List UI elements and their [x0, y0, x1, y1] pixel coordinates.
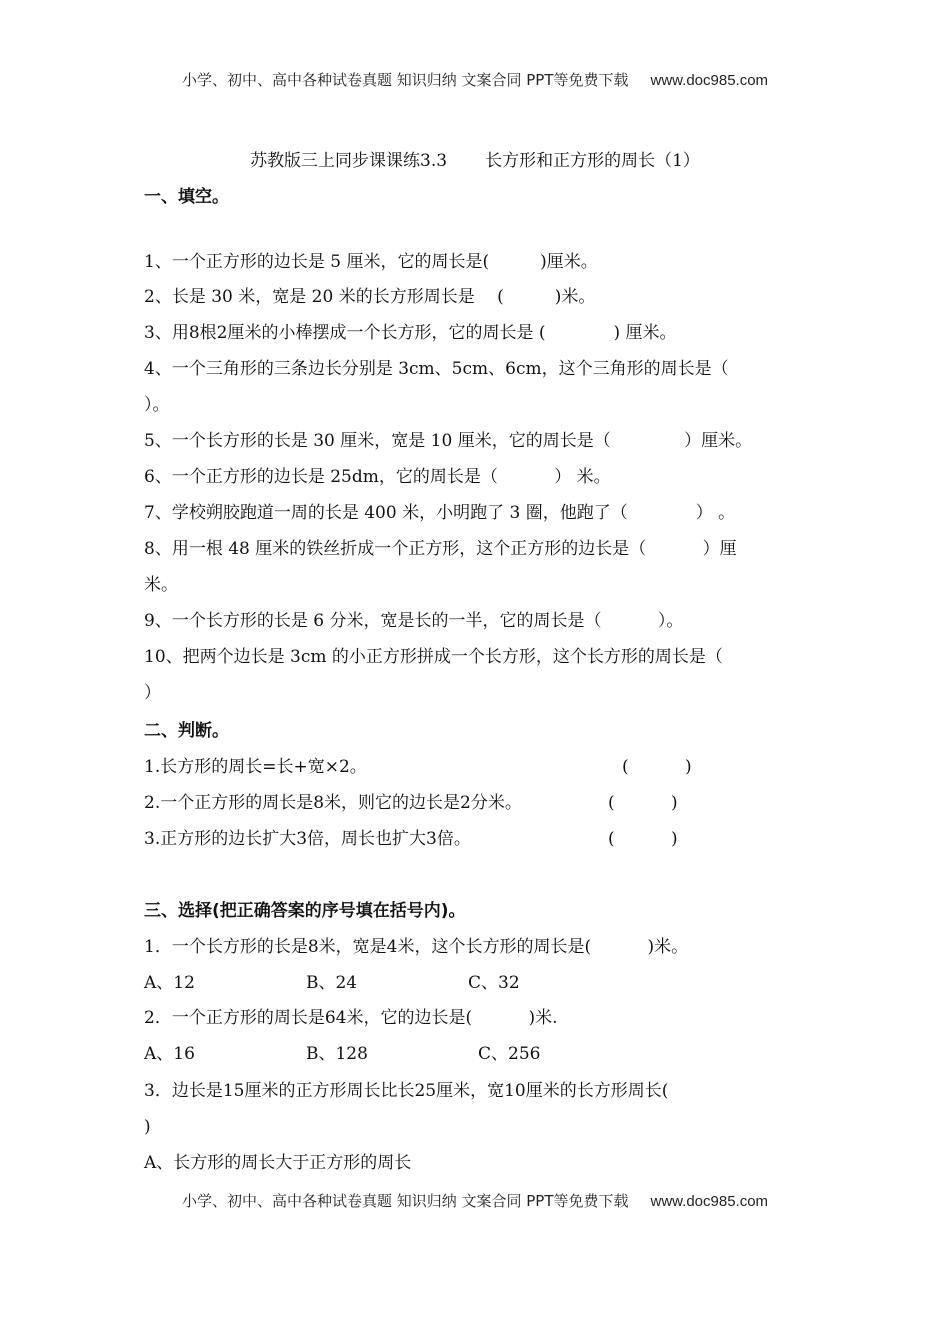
fill-question-1: 1、一个正方形的边长是 5 厘米，它的周长是( )厘米。 — [144, 252, 598, 272]
judge-question-3 — [144, 828, 814, 850]
section1-heading: 一、填空。 — [144, 187, 229, 207]
choice-2-option-a: A、16 — [144, 1044, 195, 1064]
choice-2-option-b: B、128 — [306, 1044, 368, 1064]
fill-question-7: 7、学校朔胶跑道一周的长是 400 米，小明跑了 3 圈，他跑了（ ） 。 — [144, 503, 736, 523]
judge-question-1-text: 1.长方形的周长=长+宽×2。 — [144, 757, 367, 777]
footer-banner — [0, 1190, 950, 1211]
choice-3-option-a: A、长方形的周长大于正方形的周长 — [144, 1153, 412, 1173]
section2-heading: 二、判断。 — [144, 721, 229, 741]
title-right: 长方形和正方形的周长（1） — [485, 151, 700, 171]
choice-question-3-cont: ) — [144, 1117, 151, 1137]
fill-question-2: 2、长是 30 米，宽是 20 米的长方形周长是 ( )米。 — [144, 287, 596, 307]
judge-question-2-text: 2.一个正方形的周长是8米，则它的边长是2分米。 — [144, 793, 522, 813]
header-banner — [0, 69, 950, 90]
judge-answer-2: ( ) — [608, 793, 678, 813]
footer-banner-text: 小学、初中、高中各种试卷真题 知识归纳 文案合同 PPT等免费下载 — [181, 1192, 629, 1210]
choice-1-option-a: A、12 — [144, 973, 195, 993]
fill-question-8: 8、用一根 48 厘米的铁丝折成一个正方形，这个正方形的边长是（ ）厘 — [144, 539, 737, 559]
fill-question-8-cont: 米。 — [144, 575, 178, 595]
fill-question-4: 4、一个三角形的三条边长分别是 3cm、5cm、6cm，这个三角形的周长是（ — [144, 359, 729, 379]
judge-answer-3: ( ) — [608, 829, 678, 849]
choice-question-2: 2．一个正方形的周长是64米，它的边长是( )米. — [144, 1008, 558, 1028]
page-title — [0, 146, 950, 171]
choice-2-option-c: C、256 — [478, 1044, 541, 1064]
fill-question-9: 9、一个长方形的长是 6 分米，宽是长的一半，它的周长是（ ）。 — [144, 611, 684, 631]
banner-site-link[interactable]: www.doc985.com — [650, 72, 769, 89]
fill-question-10: 10、把两个边长是 3cm 的小正方形拼成一个长方形，这个长方形的周长是（ — [144, 647, 723, 667]
choice-1-option-c: C、32 — [468, 973, 520, 993]
footer-site-link[interactable]: www.doc985.com — [650, 1193, 769, 1210]
fill-question-3: 3、用8根2厘米的小棒摆成一个长方形，它的周长是 ( ) 厘米。 — [144, 323, 677, 343]
choice-1-option-b: B、24 — [306, 973, 358, 993]
title-left: 苏教版三上同步课课练3.3 — [250, 151, 448, 171]
fill-question-10-cont: ） — [144, 683, 161, 703]
choice-question-3: 3．边长是15厘米的正方形周长比长25厘米，宽10厘米的长方形周长( — [144, 1081, 669, 1101]
judge-question-3-text: 3.正方形的边长扩大3倍，周长也扩大3倍。 — [144, 829, 471, 849]
choice-question-1: 1．一个长方形的长是8米，宽是4米，这个长方形的周长是( )米。 — [144, 937, 689, 957]
judge-question-2 — [144, 792, 814, 814]
section3-heading: 三、选择(把正确答案的序号填在括号内)。 — [144, 901, 466, 921]
fill-question-5: 5、一个长方形的长是 30 厘米，宽是 10 厘米，它的周长是（ ）厘米。 — [144, 431, 753, 451]
banner-text: 小学、初中、高中各种试卷真题 知识归纳 文案合同 PPT等免费下载 — [181, 71, 629, 89]
fill-question-6: 6、一个正方形的边长是 25dm，它的周长是（ ） 米。 — [144, 467, 611, 487]
judge-answer-1: ( ) — [622, 757, 692, 777]
judge-question-1 — [144, 756, 814, 778]
fill-question-4-cont: ）。 — [144, 395, 170, 415]
